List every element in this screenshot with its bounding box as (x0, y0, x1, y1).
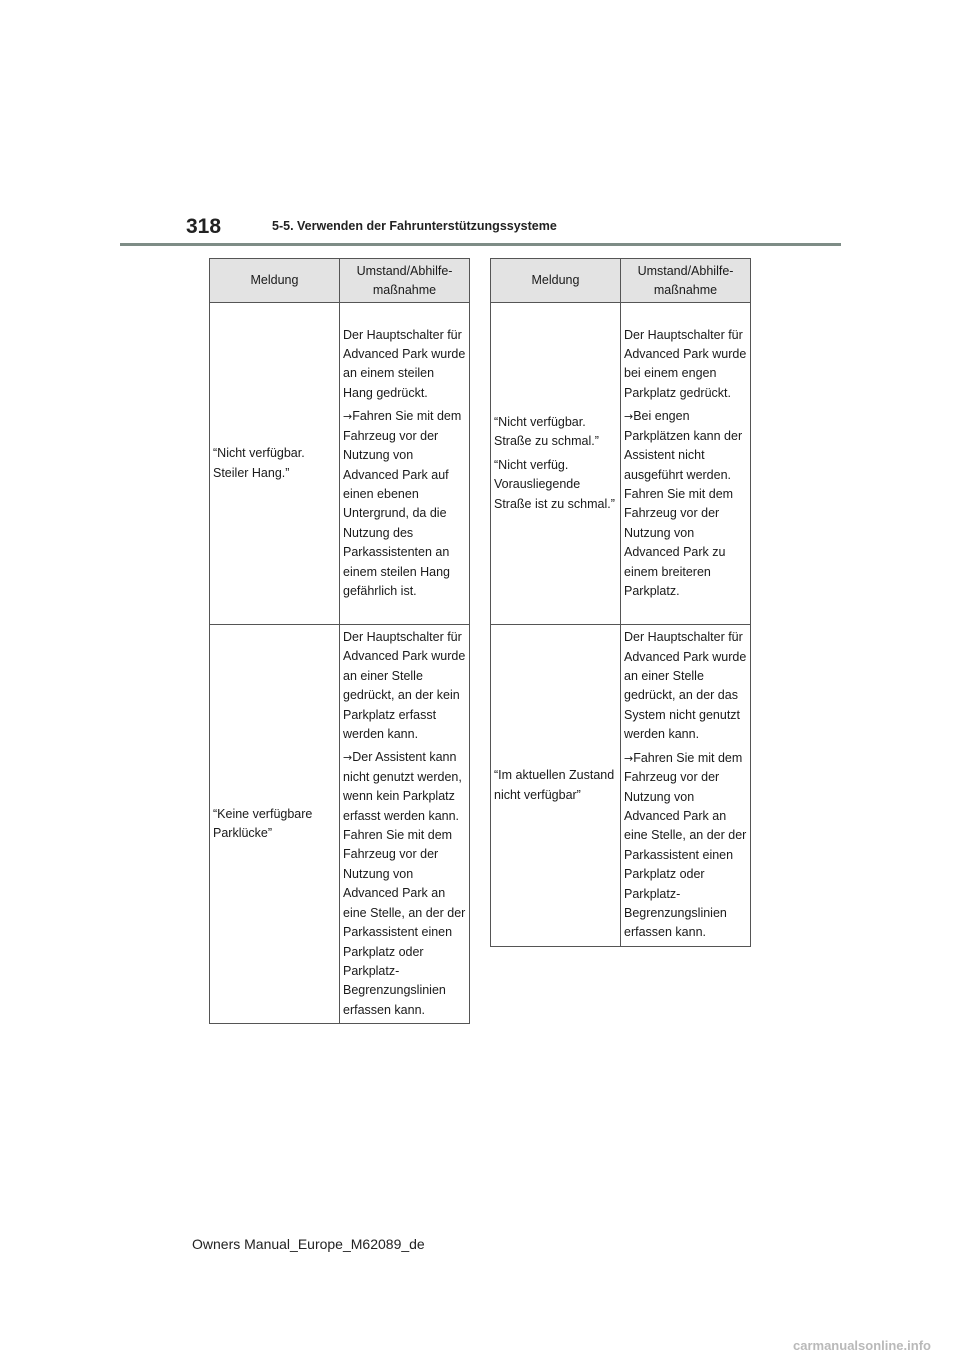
table-header-row (210, 259, 470, 303)
message-text: “Keine verfügbare Parklücke” (213, 806, 313, 841)
column-header-message: Meldung (491, 259, 621, 303)
column-header-remedy-line1: Umstand/Abhilfe- (637, 263, 734, 278)
header-divider (120, 243, 841, 246)
column-header-remedy (340, 259, 470, 303)
message-cell (491, 303, 621, 625)
remedy-paragraph (343, 407, 466, 601)
column-header-remedy-line1: Umstand/Abhilfe- (356, 263, 453, 278)
message-text: “Nicht verfügbar. Steiler Hang.” (213, 446, 305, 480)
condition-text: Der Hauptschalter für Advanced Park wurde an einer Stelle gedrückt, an der kein Parkplatz erfasst werden kann. (343, 630, 466, 742)
condition-text: Der Hauptschalter für Advanced Park wurde an einer Stelle gedrückt, an der das System nicht genutzt werden kann. (624, 630, 747, 742)
remedy-cell (621, 303, 751, 625)
remedy-cell (340, 625, 470, 1024)
arrow-right-icon: → (343, 751, 353, 765)
arrow-right-icon: → (624, 410, 634, 424)
table-row (491, 625, 751, 947)
message-table-right (490, 258, 751, 947)
message-cell (210, 625, 340, 1024)
remedy-cell (621, 625, 751, 947)
table-header-row (491, 259, 751, 303)
message-table-left (209, 258, 470, 1024)
column-header-remedy-line2: maßnahme (653, 282, 718, 297)
message-text: “Im aktuellen Zustand nicht verfügbar” (494, 768, 615, 802)
watermark: carmanualsonline.info (793, 1338, 931, 1353)
column-header-message: Meldung (210, 259, 340, 303)
remedy-text: Fahren Sie mit dem Fahrzeug vor der Nutzung von Advanced Park auf einen ebenen Untergrund, da die Nutzung des Parkassistenten an einem steilen Hang gefährlich ist. (343, 409, 462, 598)
arrow-right-icon: → (624, 751, 634, 765)
remedy-paragraph (343, 748, 466, 1020)
remedy-text: Fahren Sie mit dem Fahrzeug vor der Nutzung von Advanced Park an eine Stelle, an der der Parkassistent einen Parkplatz oder Parkplatz-Begrenzungslinien erfassen kann. (624, 750, 747, 940)
page-number: 318 (186, 215, 222, 238)
section-title: 5-5. Verwenden der Fahrunterstützungssysteme (272, 219, 557, 233)
remedy-paragraph (624, 749, 747, 943)
table-row (210, 303, 470, 625)
table-row (210, 625, 470, 1024)
column-header-remedy-line2: maßnahme (372, 282, 437, 297)
column-header-remedy (621, 259, 751, 303)
arrow-right-icon: → (343, 410, 353, 424)
condition-text: Der Hauptschalter für Advanced Park wurde an einem steilen Hang gedrückt. (343, 327, 466, 400)
message-text: “Nicht verfügbar. Straße zu schmal.” (494, 414, 599, 449)
remedy-text: Bei engen Parkplätzen kann der Assistent nicht ausgeführt werden. Fahren Sie mit dem Fahrzeug vor der Nutzung von Advanced Park zu einem breiteren Parkplatz. (624, 409, 743, 598)
condition-text: Der Hauptschalter für Advanced Park wurde bei einem engen Parkplatz gedrückt. (624, 327, 747, 400)
message-cell (491, 625, 621, 947)
remedy-paragraph (624, 407, 747, 601)
message-cell (210, 303, 340, 625)
table-row (491, 303, 751, 625)
message-text: “Nicht verfüg. Vorausliegende Straße ist zu schmal.” (494, 457, 615, 511)
footer-manual-id: Owners Manual_Europe_M62089_de (192, 1236, 425, 1252)
remedy-cell (340, 303, 470, 625)
remedy-text: Der Assistent kann nicht genutzt werden, wenn kein Parkplatz erfasst werden kann. Fahren Sie mit dem Fahrzeug vor der Nutzung von Advanced Park an eine Stelle, an der der Parkassistent einen Parkplatz oder Parkplatz-Begrenzungslinien erfassen kann. (343, 750, 466, 1017)
